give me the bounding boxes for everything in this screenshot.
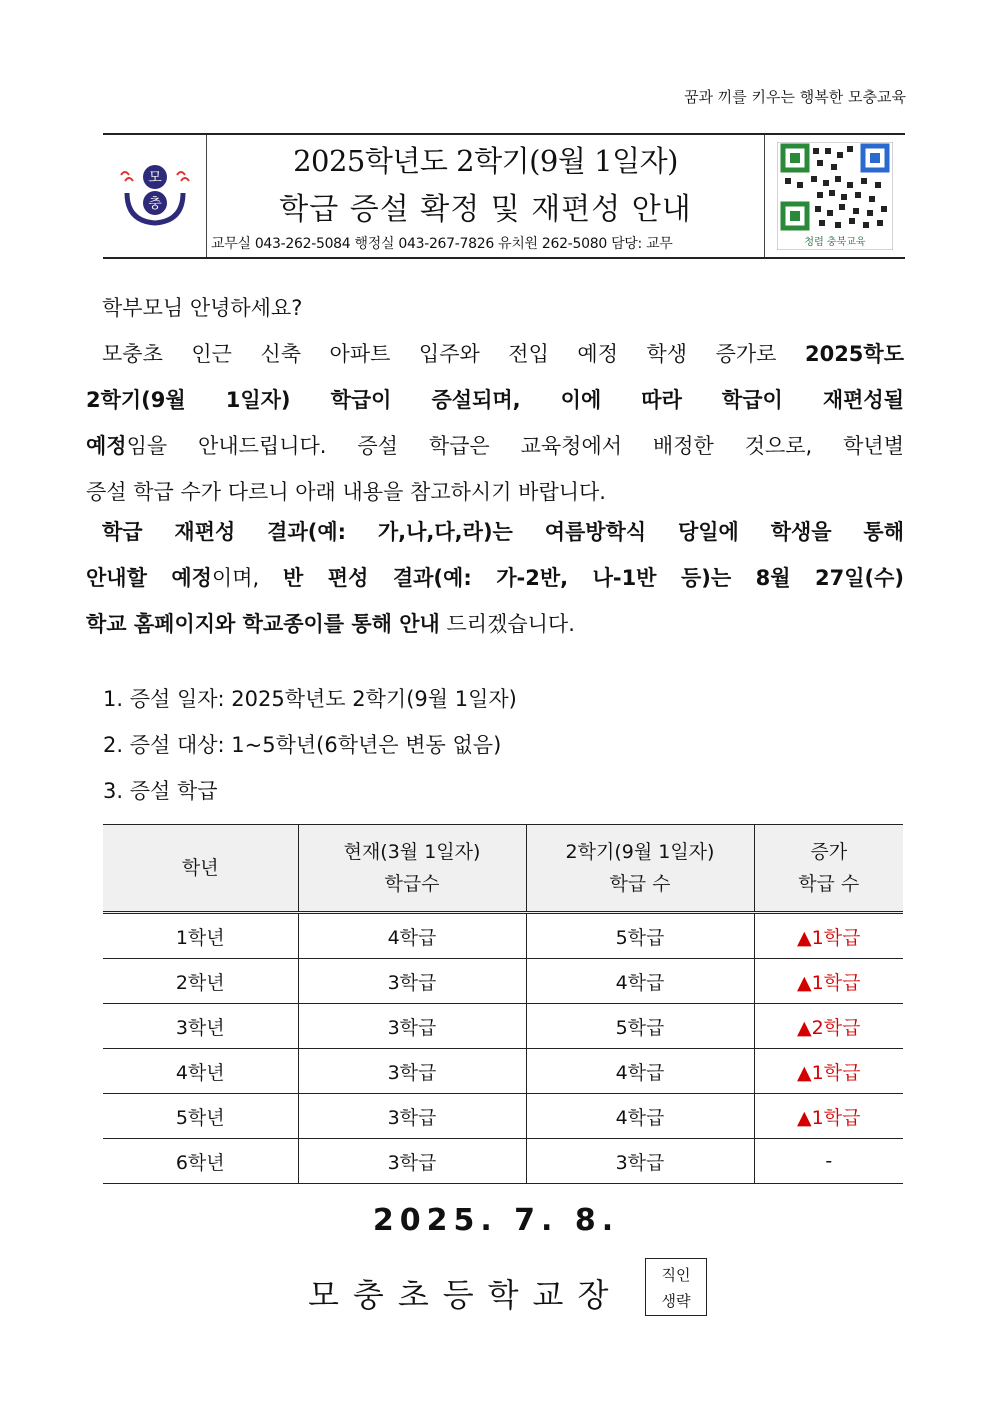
title-line-1: 2025학년도 2학기(9월 1일자) <box>293 144 678 178</box>
contact-info: 교무실 043-262-5084 행정실 043-267-7826 유치원 262-5080 담당: 교무 <box>211 236 673 252</box>
greeting <box>86 285 904 331</box>
table-header-row <box>103 825 903 913</box>
title-block <box>207 135 764 257</box>
title-line-2: 학급 증설 확정 및 재편성 안내 <box>279 192 692 227</box>
list-item: 2. 증설 대상: 1~5학년(6학년은 변동 없음) <box>103 733 502 757</box>
qr-code-icon <box>777 142 893 250</box>
document-date: 2025. 7. 8. <box>372 1203 620 1238</box>
logo-text-top: 모 <box>147 170 162 186</box>
logo-text-bottom: 충 <box>147 196 162 212</box>
header-second-term: 2학기(9월 1일자) 학급 수 <box>526 825 754 913</box>
qr-code-cell <box>764 135 905 257</box>
list-item: 3. 증설 학급 <box>103 779 218 803</box>
header-grade: 학년 <box>103 825 298 913</box>
qr-caption: 청렴 충북교육 <box>804 237 866 248</box>
document-header <box>103 133 905 259</box>
class-increase-table <box>103 824 903 1184</box>
table-row: 6학년 3학급 3학급 - <box>103 1139 903 1184</box>
paragraph-1: 모충초 인근 신축 아파트 입주와 전입 예정 학생 증가로 2025학도 2학기(9월 1일자) 학급이 증설되며, 이에 따라 학급이 재편성될 예정임을 안내드립니다. 증설 학급은 교육청에서 배정한 것으로, 학년별 증설 학급 수가 다르니 아래 내용을 참고하시기 바랍니다. <box>86 342 904 504</box>
table-row: 5학년 3학급 4학급 ▲1학급 <box>103 1094 903 1139</box>
header-current: 현재(3월 1일자) 학급수 <box>298 825 526 913</box>
paragraph-2: 학급 재편성 결과(예: 가,나,다,라)는 여름방학식 당일에 학생을 통해 안내할 예정이며, 반 편성 결과(예: 가-2반, 나-1반 등)는 8월 27일(수) 학교 홈페이지와 학교종이를 통해 안내 드리겠습니다. <box>86 520 904 636</box>
header-increase: 증가 학급 수 <box>754 825 903 913</box>
info-list <box>103 676 517 814</box>
school-logo-icon <box>117 163 193 229</box>
table-row: 2학년 3학급 4학급 ▲1학급 <box>103 959 903 1004</box>
school-logo <box>103 135 207 257</box>
list-item: 1. 증설 일자: 2025학년도 2학기(9월 1일자) <box>103 687 517 711</box>
seal-omitted-box: 직인 생략 <box>645 1258 707 1316</box>
table-row: 4학년 3학급 4학급 ▲1학급 <box>103 1049 903 1094</box>
table-row: 1학년 4학급 5학급 ▲1학급 <box>103 913 903 959</box>
greeting-text: 학부모님 안녕하세요? <box>102 296 303 320</box>
table-row: 3학년 3학급 5학급 ▲2학급 <box>103 1004 903 1049</box>
motto-text: 꿈과 끼를 키우는 행복한 모충교육 <box>684 88 906 106</box>
signer-name: 모충초등학교장 <box>308 1276 623 1314</box>
